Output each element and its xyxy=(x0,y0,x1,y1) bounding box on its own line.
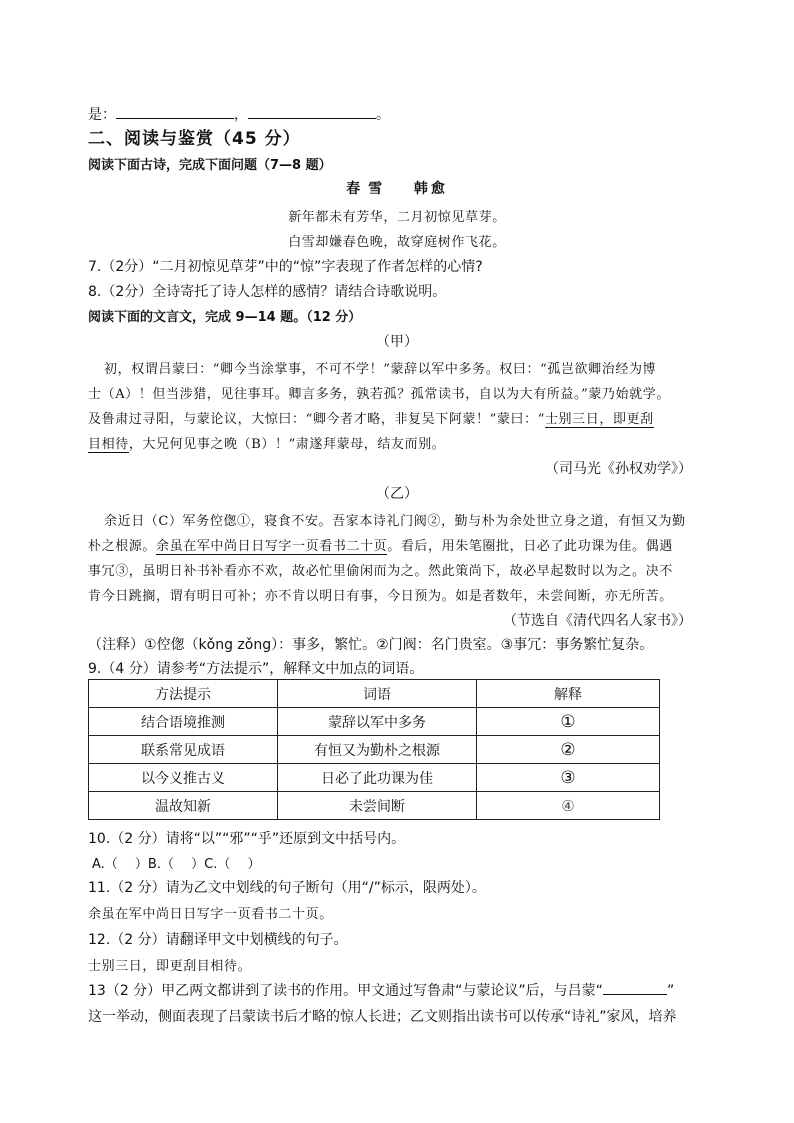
table-header: 词语 xyxy=(278,680,477,708)
table-row xyxy=(89,764,660,792)
table-cell: 蒙辞以军中多务 xyxy=(278,708,477,736)
answer-label: 是： xyxy=(88,107,116,123)
table-row xyxy=(89,736,660,764)
passage-a-text: ，大兄何见事之晚（B）！”肃遂拜蒙母，结友而别。 xyxy=(128,437,446,452)
underlined-sentence: 目相待 xyxy=(88,437,129,452)
answer-cell[interactable]: ④ xyxy=(477,792,660,820)
answer-end: 。 xyxy=(376,107,390,123)
prose-instruction: 阅读下面的文言文，完成 9—14 题。（12 分） xyxy=(88,310,362,325)
poem-author: 韩愈 xyxy=(413,181,448,197)
passage-a-text: 及鲁肃过寻阳，与蒙论议，大惊曰：“卿今者才略，非复吴下阿蒙！”蒙曰：“ xyxy=(88,412,545,427)
poem-line-1: 新年都未有芳华，二月初惊见草芽。 xyxy=(288,210,506,225)
poem-instruction: 阅读下面古诗，完成下面问题（7—8 题） xyxy=(88,158,332,173)
table-header: 方法提示 xyxy=(89,680,278,708)
question-8: 8.（2分）全诗寄托了诗人怎样的感情？请结合诗歌说明。 xyxy=(88,284,447,300)
question-12-sentence: 士别三日，即更刮目相待。 xyxy=(88,959,252,974)
answer-line xyxy=(88,104,390,124)
underlined-sentence: 余虽在军中尚日日写字一页看书二十页 xyxy=(156,539,388,554)
passage-b-line-3: 事冗③，虽明日补书补看亦不欢，故必忙里偷闲而为之。然此策尚下，故必早起数时以为之。决不 xyxy=(88,564,673,579)
table-cell: 日必了此功课为佳 xyxy=(278,764,477,792)
table-cell: 未尝间断 xyxy=(278,792,477,820)
passage-b-line-4: 肯今日跳搁，谓有明日可补；亦不肯以明日有事，今日预为。如是者数年，未尝间断，亦无所苦。 xyxy=(88,589,673,604)
passage-b-text: 。看后，用朱笔圈批，日必了此功课为佳。偶遇 xyxy=(387,539,673,554)
answer-cell[interactable]: ③ xyxy=(477,764,660,792)
table-cell: 联系常见成语 xyxy=(89,736,278,764)
question-13-text: 13（2 分）甲乙两文都讲到了读书的作用。甲文通过写鲁肃“与蒙论议”后，与吕蒙“ xyxy=(88,983,603,999)
passage-a-heading: （甲） xyxy=(376,334,418,350)
question-11: 11.（2 分）请为乙文中划线的句子断句（用“/”标示，限两处）。 xyxy=(88,880,486,896)
answer-blank-2[interactable] xyxy=(248,104,376,119)
annotation-note: （注释）①倥偬（kǒng zǒng）：事多，繁忙。②门阀：名门贵室。③事冗：事务繁忙复杂。 xyxy=(88,637,654,653)
question-13-text: ” xyxy=(666,983,675,999)
passage-b-text: 朴之根源。 xyxy=(88,539,157,554)
passage-b-source: （节选自《清代四名人家书》） xyxy=(503,613,692,629)
passage-a-line-4 xyxy=(88,433,445,452)
passage-a-line-1: 初，权谓吕蒙曰：“卿今当涂掌事，不可不学！”蒙辞以军中多务。权曰：“孤岂欲卿治经为博 xyxy=(104,362,657,377)
answer-blank-1[interactable] xyxy=(116,104,234,119)
table-cell: 结合语境推测 xyxy=(89,708,278,736)
passage-a-line-3 xyxy=(88,408,654,427)
answer-cell[interactable]: ② xyxy=(477,736,660,764)
question-10: 10.（2 分）请将“以”“邪”“乎”还原到文中括号内。 xyxy=(88,831,406,847)
poem-line-2: 白雪却嫌春色晚，故穿庭树作飞花。 xyxy=(288,235,506,250)
passage-b-line-2 xyxy=(88,535,673,554)
question-13-blank[interactable] xyxy=(603,980,667,995)
table-cell: 以今义推古义 xyxy=(89,764,278,792)
table-cell: 温故知新 xyxy=(89,792,278,820)
table-header-row xyxy=(89,680,660,708)
section-title: 二、阅读与鉴赏（45 分） xyxy=(88,129,301,149)
poem-title-line xyxy=(0,178,794,198)
method-table xyxy=(88,679,660,820)
question-7: 7.（2分）“二月初惊见草芽”中的“惊”字表现了作者怎样的心情? xyxy=(88,259,483,275)
table-row xyxy=(89,708,660,736)
underlined-sentence: 士别三日，即更刮 xyxy=(544,412,654,427)
question-9: 9.（4 分）请参考“方法提示”，解释文中加点的词语。 xyxy=(88,661,424,677)
question-10-blanks[interactable]: A.（ ）B.（ ）C.（ ） xyxy=(92,857,261,872)
question-11-sentence: 余虽在军中尚日日写字一页看书二十页。 xyxy=(88,907,333,922)
answer-cell[interactable]: ① xyxy=(477,708,660,736)
poem-title: 春雪 xyxy=(346,181,391,197)
passage-a-line-2: 士（A）！但当涉猎，见往事耳。卿言多务，孰若孤？孤常读书，自以为大有所益。”蒙乃始就学。 xyxy=(88,387,670,402)
passage-a-source: （司马光《孙权劝学》） xyxy=(545,461,692,477)
question-13-line-2: 这一举动，侧面表现了吕蒙读书后才略的惊人长进；乙文则指出读书可以传承“诗礼”家风，培养 xyxy=(88,1009,677,1025)
table-row xyxy=(89,792,660,820)
question-13-line-1 xyxy=(88,980,674,1000)
passage-b-line-1: 余近日（C）军务倥偬①，寝食不安。吾家本诗礼门阀②，勤与朴为余处世立身之道，有恒又为勤 xyxy=(104,514,686,529)
table-cell: 有恒又为勤朴之根源 xyxy=(278,736,477,764)
passage-b-heading: （乙） xyxy=(376,486,418,502)
question-12: 12.（2 分）请翻译甲文中划横线的句子。 xyxy=(88,932,348,948)
answer-separator: ， xyxy=(234,107,248,123)
table-header: 解释 xyxy=(477,680,660,708)
